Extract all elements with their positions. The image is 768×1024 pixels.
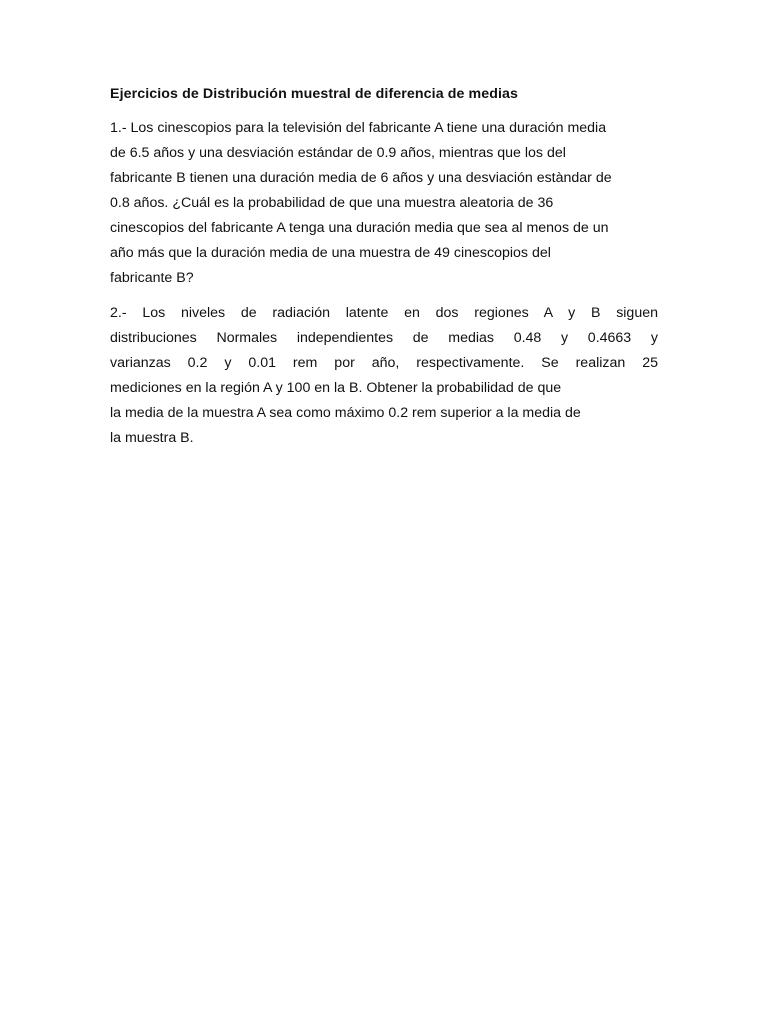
exercise-2-line: mediciones en la región A y 100 en la B. Obtener la probabilidad de que xyxy=(110,380,562,396)
document-title: Ejercicios de Distribución muestral de diferencia de medias xyxy=(110,86,519,102)
document-content xyxy=(110,84,658,461)
exercise-1-line: 1.- Los cinescopios para la televisión del fabricante A tiene una duración media xyxy=(110,120,607,136)
exercise-2-line: la muestra B. xyxy=(110,430,194,446)
exercise-1-line: de 6.5 años y una desviación estándar de 0.9 años, mientras que los del xyxy=(110,145,566,161)
exercise-1-line: año más que la duración media de una muestra de 49 cinescopios del xyxy=(110,245,551,261)
exercise-1-line: fabricante B tienen una duración media de 6 años y una desviación estàndar de xyxy=(110,170,612,186)
exercise-2-line: 2.- Los niveles de radiación latente en dos regiones A y B siguen xyxy=(110,305,658,321)
exercise-1 xyxy=(110,116,658,291)
exercise-1-line: fabricante B? xyxy=(110,270,194,286)
exercise-1-line: cinescopios del fabricante A tenga una duración media que sea al menos de un xyxy=(110,220,609,236)
exercise-2-line: distribuciones Normales independientes de medias 0.48 y 0.4663 y xyxy=(110,330,658,346)
exercise-2-line: la media de la muestra A sea como máximo 0.2 rem superior a la media de xyxy=(110,405,581,421)
exercise-2 xyxy=(110,301,658,451)
exercise-1-line: 0.8 años. ¿Cuál es la probabilidad de que una muestra aleatoria de 36 xyxy=(110,195,554,211)
exercise-2-line: varianzas 0.2 y 0.01 rem por año, respectivamente. Se realizan 25 xyxy=(110,355,658,371)
